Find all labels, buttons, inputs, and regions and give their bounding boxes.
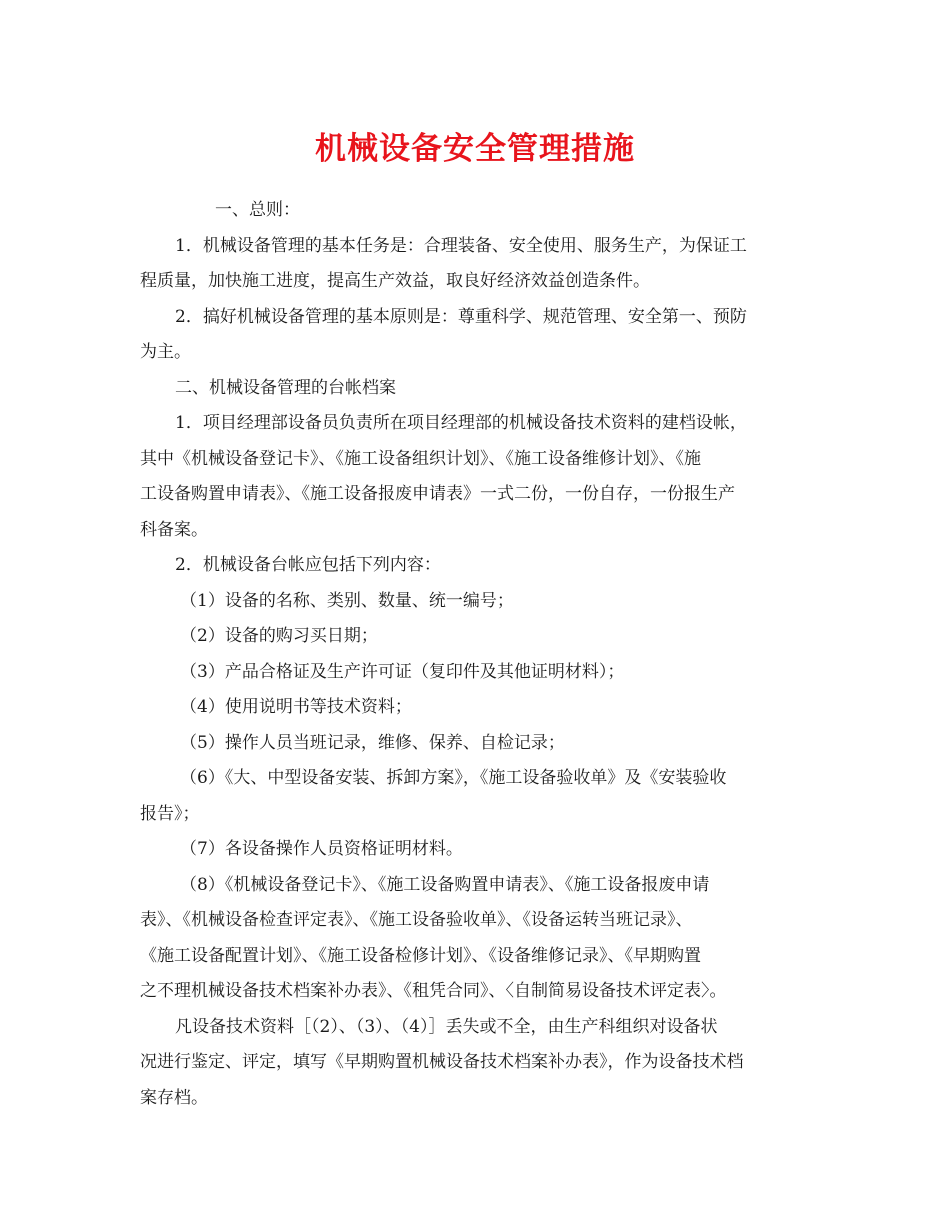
paragraph-line: 案存档。 [140, 1087, 208, 1108]
list-item-continuation: 表》、《机械设备检查评定表》、《施工设备验收单》、《设备运转当班记录》、 [140, 910, 693, 930]
paragraph-line: 其中《机械设备登记卡》、《施工设备组织计划》、《施工设备维修计划》、《施 [140, 448, 701, 469]
paragraph-line: 况进行鉴定、评定，填写《早期购置机械设备技术档案补办表》，作为设备技术档 [140, 1052, 744, 1072]
paragraph-line: 凡设备技术资料［（2）、（3）、（4）］丢失或不全，由生产科组织对设备状 [175, 1016, 718, 1037]
section-heading-general: 一、总则： [215, 200, 300, 220]
paragraph-line: 程质量，加快施工进度，提高生产效益，取良好经济效益创造条件。 [140, 271, 650, 291]
list-item: （6）《大、中型设备安装、拆卸方案》，《施工设备验收单》及《安装验收 [180, 768, 727, 788]
paragraph-line: 2．搞好机械设备管理的基本原则是：尊重科学、规范管理、安全第一、预防 [175, 306, 747, 327]
list-item: （7）各设备操作人员资格证明材料。 [180, 839, 463, 859]
paragraph-line: 科备案。 [140, 519, 208, 540]
section-heading-ledger: 二、机械设备管理的台帐档案 [175, 377, 396, 398]
paragraph-line: 2．机械设备台帐应包括下列内容： [175, 555, 441, 575]
list-item: （1）设备的名称、类别、数量、统一编号； [180, 590, 514, 611]
document-body [140, 193, 815, 1116]
list-item: （8）《机械设备登记卡》、《施工设备购置申请表》、《施工设备报废申请 [180, 874, 710, 895]
list-item: （2）设备的购习买日期； [180, 626, 378, 646]
list-item-continuation: 之不理机械设备技术档案补办表》、《租凭合同》、〈自制简易设备技术评定表〉。 [140, 981, 727, 1001]
list-item: （4）使用说明书等技术资料； [180, 697, 412, 717]
document-title: 机械设备安全管理措施 [315, 131, 635, 167]
list-item: （3）产品合格证及生产许可证（复印件及其他证明材料）； [180, 661, 625, 682]
list-item-continuation: 《施工设备配置计划》、《施工设备检修计划》、《设备维修记录》、《早期购置 [140, 945, 701, 966]
paragraph-line: 工设备购置申请表》、《施工设备报废申请表》一式二份，一份自存，一份报生产 [140, 484, 735, 504]
paragraph-line: 1．项目经理部设备员负责所在项目经理部的机械设备技术资料的建档设帐， [175, 413, 747, 433]
paragraph-line: 为主。 [140, 342, 191, 362]
list-item: （5）操作人员当班记录，维修、保养、自检记录； [180, 732, 565, 753]
list-item-continuation: 报告》； [140, 803, 200, 824]
paragraph-line: 1．机械设备管理的基本任务是：合理装备、安全使用、服务生产，为保证工 [175, 235, 747, 256]
